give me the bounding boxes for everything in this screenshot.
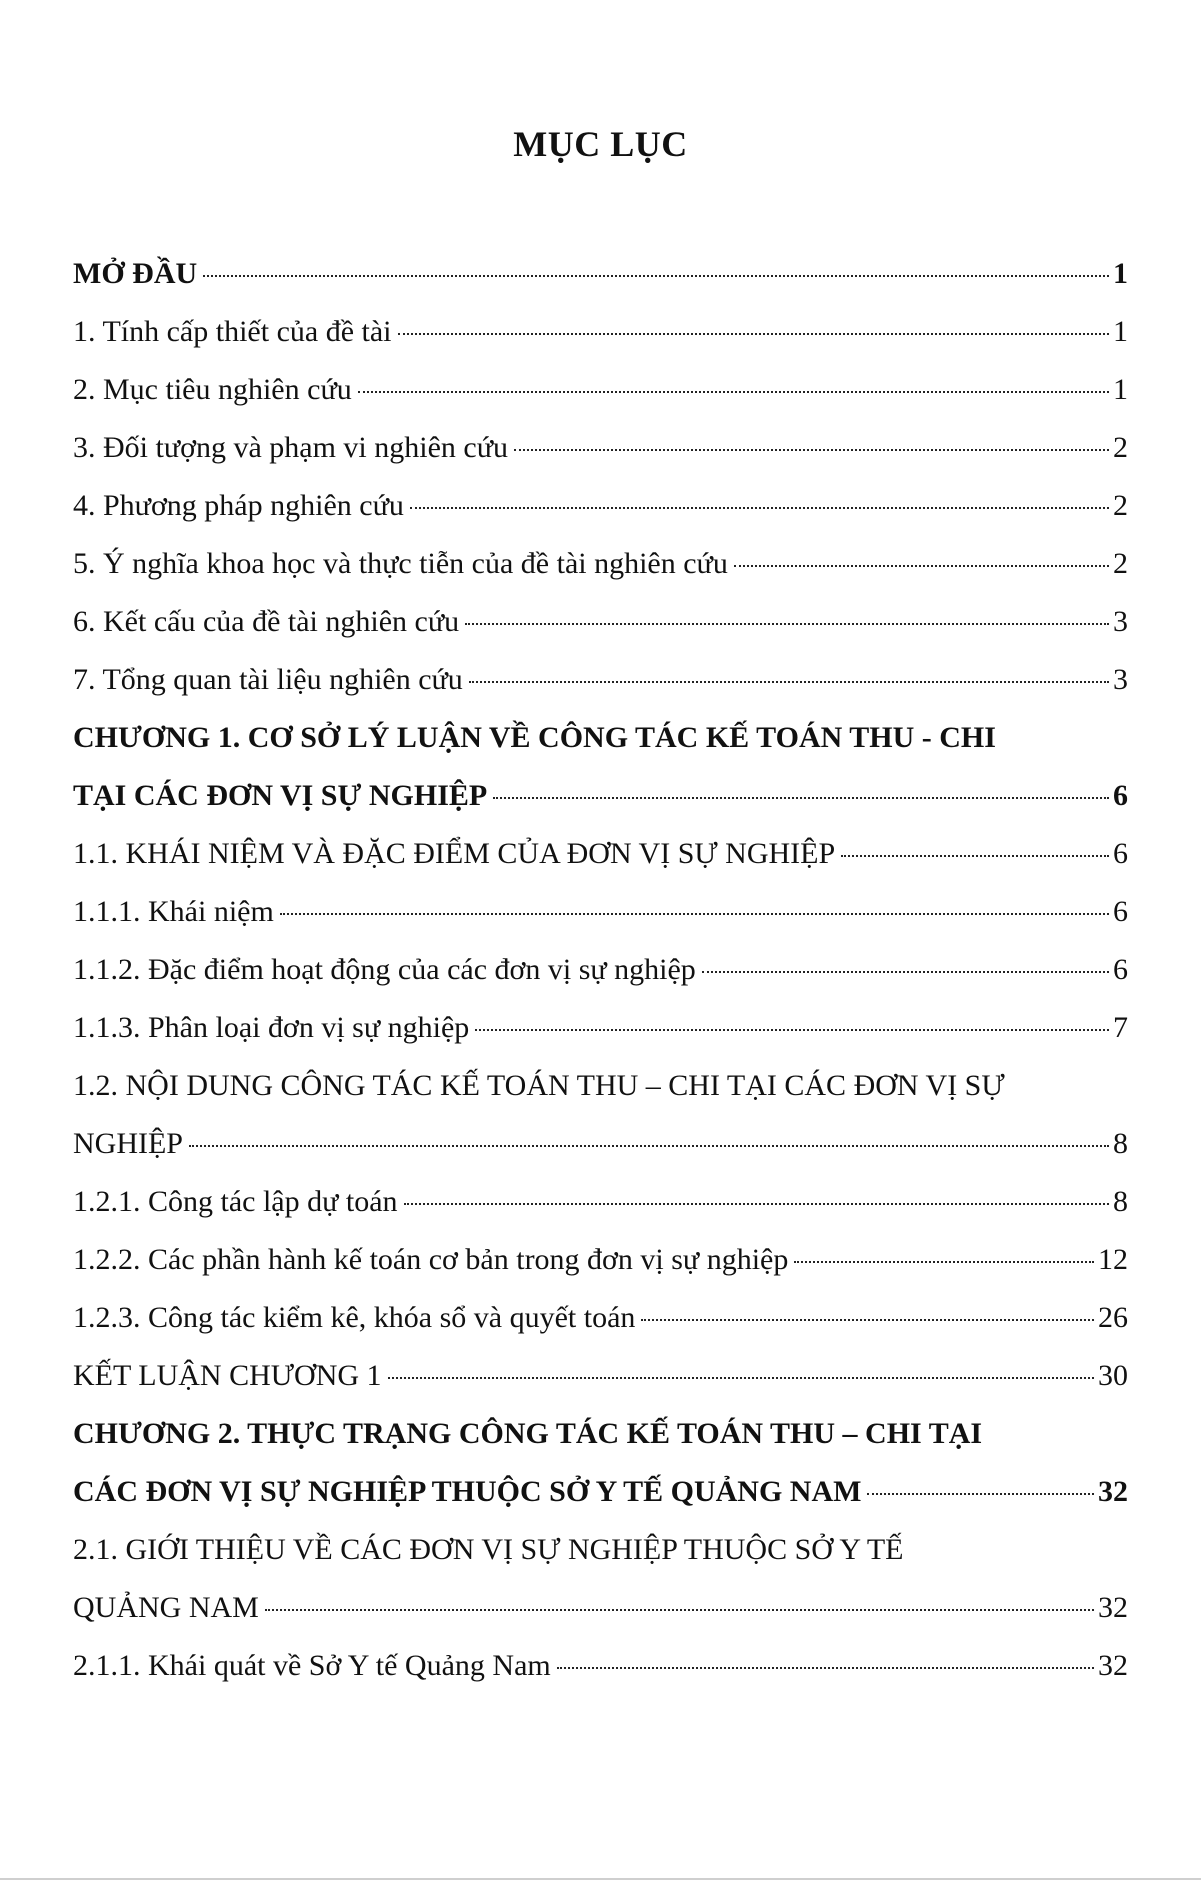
toc-page-number: 1 (1113, 373, 1128, 406)
toc-entry-text: 1.1.1. Khái niệm (73, 895, 274, 928)
dot-leader (398, 333, 1109, 335)
toc-entry (73, 1646, 1128, 1704)
toc-page-number: 7 (1113, 1011, 1128, 1044)
dot-leader (203, 275, 1109, 277)
toc-entry-text: QUẢNG NAM (73, 1591, 259, 1624)
toc-entry-text: 1.2.1. Công tác lập dự toán (73, 1185, 398, 1218)
dot-leader (841, 855, 1109, 857)
toc-entry-line-1 (73, 1066, 1128, 1124)
toc-entry-text: 1.1.2. Đặc điểm hoạt động của các đơn vị sự nghiệp (73, 953, 696, 986)
dot-leader (641, 1319, 1094, 1321)
toc-page-number: 1 (1113, 315, 1128, 348)
toc-page-number: 26 (1098, 1301, 1128, 1334)
dot-leader (514, 449, 1109, 451)
toc-chapter-entry (73, 1414, 1128, 1530)
dot-leader (702, 971, 1109, 973)
toc-page-number: 12 (1098, 1243, 1128, 1276)
toc-entry (73, 660, 1128, 718)
toc-page-number: 3 (1113, 605, 1128, 638)
toc-entry-line-1 (73, 718, 1128, 776)
toc-entry-text: KẾT LUẬN CHƯƠNG 1 (73, 1359, 382, 1392)
toc-page-number: 2 (1113, 489, 1128, 522)
dot-leader (557, 1667, 1094, 1669)
dot-leader (493, 797, 1109, 799)
toc-entry-text: 2.1. GIỚI THIỆU VỀ CÁC ĐƠN VỊ SỰ NGHIỆP THUỘC SỞ Y TẾ (73, 1533, 904, 1566)
toc-section-entry (73, 1530, 1128, 1646)
toc-page-number: 1 (1113, 257, 1128, 290)
dot-leader (280, 913, 1109, 915)
toc-page-number: 8 (1113, 1185, 1128, 1218)
toc-entry-text: 1.2.2. Các phần hành kế toán cơ bản trong đơn vị sự nghiệp (73, 1243, 789, 1276)
dot-leader (410, 507, 1109, 509)
toc-page-number: 2 (1113, 431, 1128, 464)
toc-page-number: 8 (1113, 1127, 1128, 1160)
toc-entry (73, 544, 1128, 602)
toc-section-entry (73, 1066, 1128, 1182)
table-of-contents (73, 254, 1128, 1704)
dot-leader (265, 1609, 1094, 1611)
toc-page-number: 6 (1113, 837, 1128, 870)
dot-leader (189, 1145, 1109, 1147)
dot-leader (794, 1261, 1094, 1263)
dot-leader (465, 623, 1109, 625)
toc-entry (73, 1298, 1128, 1356)
toc-entry-text: CHƯƠNG 1. CƠ SỞ LÝ LUẬN VỀ CÔNG TÁC KẾ TOÁN THU - CHI (73, 721, 996, 754)
toc-chapter-entry (73, 718, 1128, 834)
toc-entry-text: NGHIỆP (73, 1127, 183, 1160)
toc-entry-text: TẠI CÁC ĐƠN VỊ SỰ NGHIỆP (73, 779, 488, 812)
toc-page-number: 6 (1113, 953, 1128, 986)
toc-page-number: 2 (1113, 547, 1128, 580)
toc-entry-text: CÁC ĐƠN VỊ SỰ NGHIỆP THUỘC SỞ Y TẾ QUẢNG NAM (73, 1475, 862, 1508)
dot-leader (734, 565, 1109, 567)
toc-entry-line-1 (73, 1530, 1128, 1588)
toc-page-number: 30 (1098, 1359, 1128, 1392)
toc-entry (73, 370, 1128, 428)
toc-page-number: 32 (1098, 1475, 1128, 1508)
toc-entry-text: 1. Tính cấp thiết của đề tài (73, 315, 392, 348)
toc-title: MỤC LỤC (513, 124, 688, 164)
toc-entry-text: 2.1.1. Khái quát về Sở Y tế Quảng Nam (73, 1649, 551, 1682)
dot-leader (404, 1203, 1109, 1205)
toc-entry (73, 312, 1128, 370)
toc-entry-line-1 (73, 1414, 1128, 1472)
toc-entry (73, 1008, 1128, 1066)
toc-entry-line-2 (73, 1124, 1128, 1182)
toc-entry (73, 1356, 1128, 1414)
dot-leader (358, 391, 1109, 393)
toc-entry-text: MỞ ĐẦU (73, 257, 198, 290)
toc-entry-text: 6. Kết cấu của đề tài nghiên cứu (73, 605, 460, 638)
toc-entry (73, 428, 1128, 486)
toc-entry-text: CHƯƠNG 2. THỰC TRẠNG CÔNG TÁC KẾ TOÁN THU – CHI TẠI (73, 1417, 983, 1450)
toc-entry-line-2 (73, 776, 1128, 834)
dot-leader (475, 1029, 1109, 1031)
toc-entry-text: 5. Ý nghĩa khoa học và thực tiễn của đề tài nghiên cứu (73, 547, 728, 580)
toc-entry (73, 834, 1128, 892)
toc-entry (73, 486, 1128, 544)
toc-entry-text: 2. Mục tiêu nghiên cứu (73, 373, 352, 406)
toc-entry (73, 1240, 1128, 1298)
dot-leader (388, 1377, 1094, 1379)
toc-entry-text: 3. Đối tượng và phạm vi nghiên cứu (73, 431, 508, 464)
toc-entry (73, 602, 1128, 660)
toc-page-number: 6 (1113, 895, 1128, 928)
toc-entry-line-2 (73, 1472, 1128, 1530)
toc-entry-text: 1.1. KHÁI NIỆM VÀ ĐẶC ĐIỂM CỦA ĐƠN VỊ SỰ NGHIỆP (73, 837, 836, 870)
toc-page-number: 6 (1113, 779, 1128, 812)
toc-entry (73, 892, 1128, 950)
toc-entry-text: 4. Phương pháp nghiên cứu (73, 489, 404, 522)
toc-page-number: 32 (1098, 1591, 1128, 1624)
toc-page-number: 32 (1098, 1649, 1128, 1682)
toc-entry-text: 1.2.3. Công tác kiểm kê, khóa sổ và quyết toán (73, 1301, 636, 1334)
dot-leader (867, 1493, 1094, 1495)
toc-entry (73, 950, 1128, 1008)
toc-entry-text: 1.1.3. Phân loại đơn vị sự nghiệp (73, 1011, 470, 1044)
toc-entry-text: 7. Tổng quan tài liệu nghiên cứu (73, 663, 463, 696)
dot-leader (469, 681, 1109, 683)
toc-entry-line-2 (73, 1588, 1128, 1646)
toc-entry (73, 254, 1128, 312)
toc-page-number: 3 (1113, 663, 1128, 696)
page-bottom-border (0, 1878, 1201, 1880)
toc-entry (73, 1182, 1128, 1240)
toc-entry-text: 1.2. NỘI DUNG CÔNG TÁC KẾ TOÁN THU – CHI TẠI CÁC ĐƠN VỊ SỰ (73, 1069, 1005, 1102)
